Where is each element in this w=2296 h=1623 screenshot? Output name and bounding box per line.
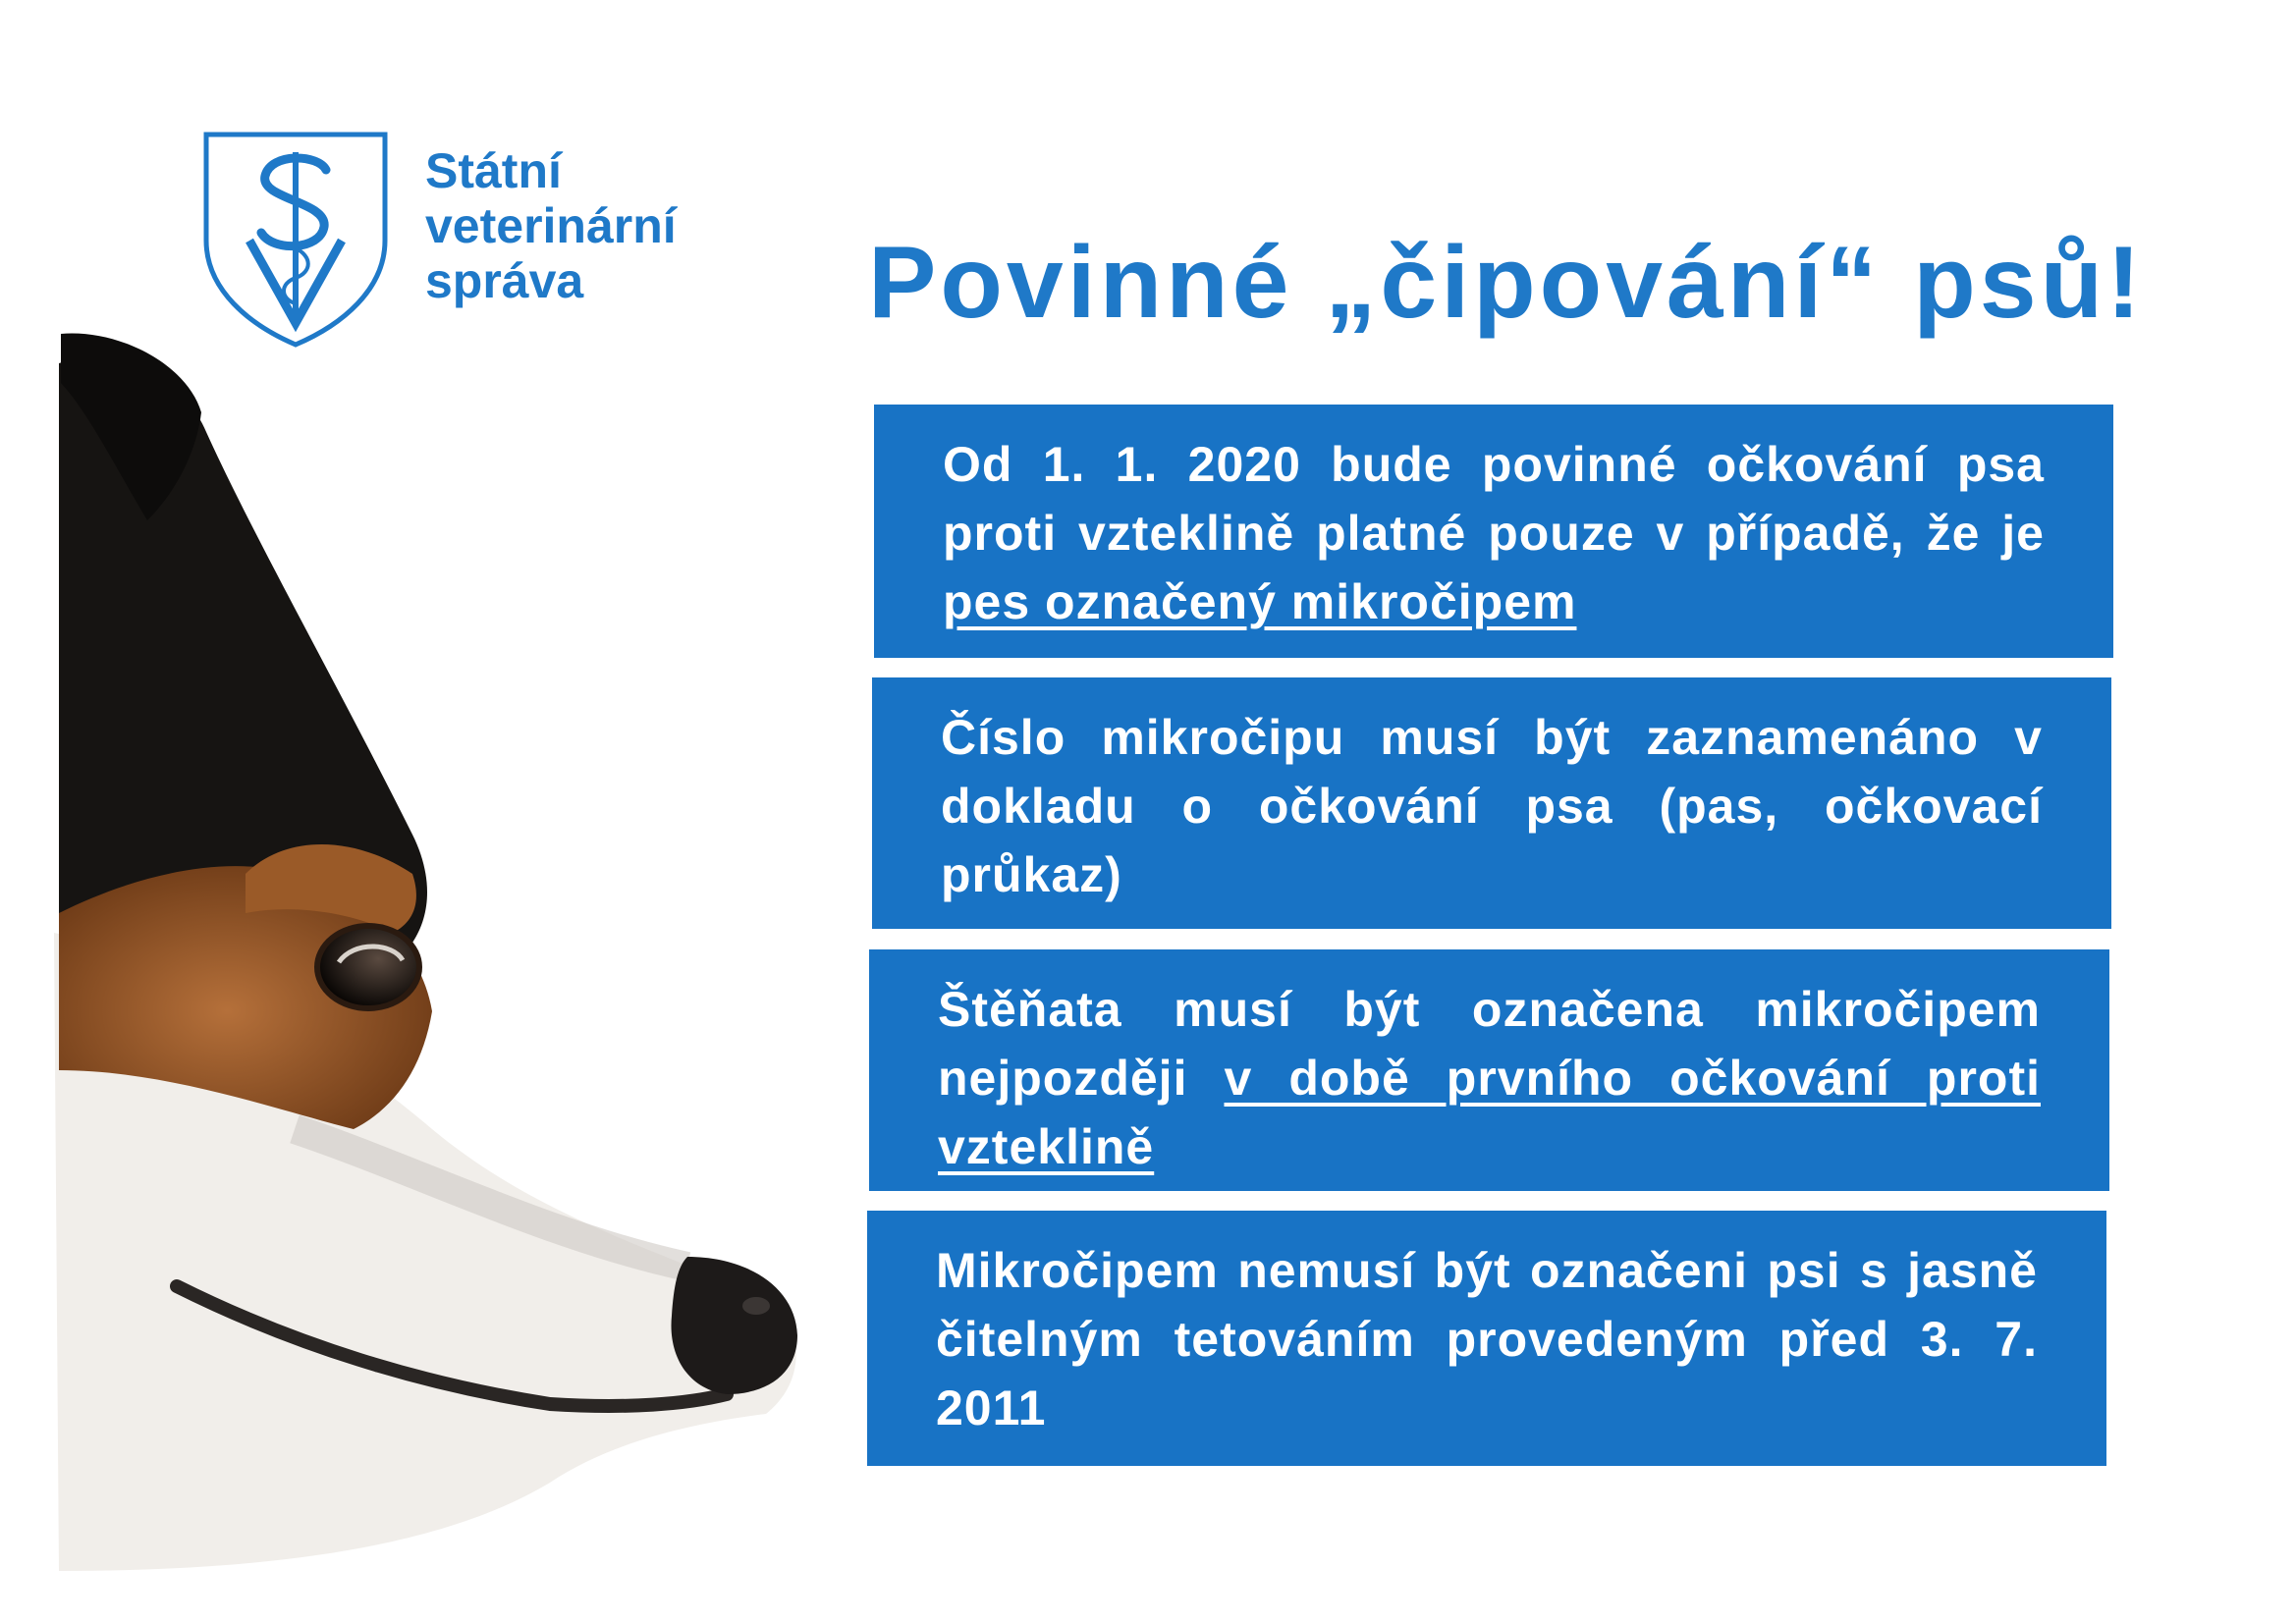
info-box-text-underlined: pes označený mikročipem <box>943 574 1577 629</box>
info-box-tattoo-exemption <box>867 1211 2106 1466</box>
organization-name-line2: veterinární <box>425 198 677 253</box>
info-box-text-plain: Od 1. 1. 2020 bude povinné očkování psa proti vzteklině platné pouze v případě, že je <box>943 437 2045 561</box>
info-box-text <box>938 975 2041 1181</box>
info-box-vaccination-validity <box>874 405 2113 658</box>
info-box-text-plain: Číslo mikročipu musí být zaznamenáno v dokladu o očkování psa (pas, očkovací průkaz) <box>941 710 2043 902</box>
organization-name-line3: správa <box>425 253 584 308</box>
info-box-text <box>941 703 2043 909</box>
info-box-text-underlined: v době prvního očkování proti vzteklině <box>938 1051 2041 1174</box>
info-box-text-plain: Mikročipem nemusí být označeni psi s jasně čitelným tetováním provedeným před 3. 7. 2011 <box>936 1243 2038 1435</box>
info-box-text <box>943 430 2045 636</box>
organization-name <box>425 143 677 308</box>
info-box-chip-number-record <box>872 677 2111 929</box>
organization-name-line1: Státní <box>425 143 562 198</box>
info-box-puppies-chipping <box>869 949 2109 1191</box>
headline: Povinné „čipování“ psů! <box>868 226 2145 340</box>
info-box-text <box>936 1236 2038 1442</box>
svs-shield-logo-icon <box>202 131 389 349</box>
dog-profile-photo-icon <box>0 324 835 1600</box>
info-box-text-plain: Štěňata musí být označena mikročipem nejpozději <box>938 982 2041 1106</box>
